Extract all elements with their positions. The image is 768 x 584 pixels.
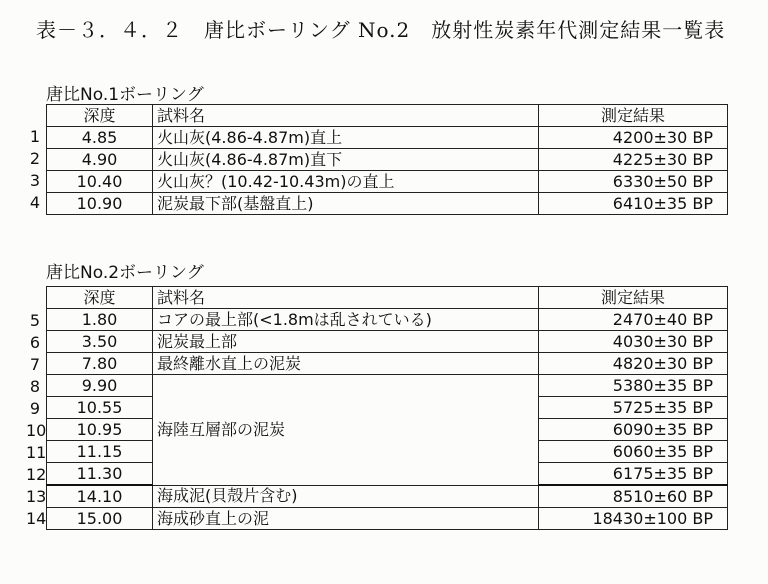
result-cell: 4030±30 BP <box>539 331 728 353</box>
row-number: 7 <box>29 355 40 374</box>
header-sample: 試料名 <box>153 287 539 309</box>
table-row <box>47 309 728 331</box>
header-result: 測定結果 <box>539 287 728 309</box>
row-number: 2 <box>29 149 40 168</box>
sample-cell: 最終離水直上の泥炭 <box>153 353 539 375</box>
header-result: 測定結果 <box>539 105 728 127</box>
table-header-row <box>47 105 728 127</box>
depth-cell: 10.55 <box>47 397 153 419</box>
boring1-title: 唐比No.1ボーリング <box>46 85 204 105</box>
sample-cell: 火山灰？(10.42-10.43m)の直上 <box>153 171 539 193</box>
depth-cell: 10.40 <box>47 171 153 193</box>
row-number: 14 <box>26 509 47 528</box>
sample-cell: 海成泥(貝殻片含む) <box>153 485 539 508</box>
table-row <box>47 485 728 508</box>
row-number: 1 <box>29 127 40 146</box>
sample-cell: コアの最上部(<1.8mは乱されている) <box>153 309 539 331</box>
depth-cell: 15.00 <box>47 508 153 530</box>
result-cell: 6060±35 BP <box>539 441 728 463</box>
row-number: 10 <box>26 421 47 440</box>
depth-cell: 10.90 <box>47 193 153 215</box>
row-number: 9 <box>29 399 40 418</box>
sample-cell: 火山灰(4.86-4.87m)直上 <box>153 127 539 149</box>
sample-cell: 海成砂直上の泥 <box>153 508 539 530</box>
result-cell: 8510±60 BP <box>539 485 728 508</box>
header-depth: 深度 <box>47 105 153 127</box>
boring2-row-numbers <box>26 310 47 530</box>
depth-cell: 3.50 <box>47 331 153 353</box>
row-number: 11 <box>26 443 47 462</box>
table-row <box>47 353 728 375</box>
table-row <box>47 149 728 171</box>
row-number: 4 <box>29 193 40 212</box>
row-number: 5 <box>29 311 40 330</box>
sample-cell: 泥炭最下部(基盤直上) <box>153 193 539 215</box>
result-cell: 5380±35 BP <box>539 375 728 397</box>
row-number: 3 <box>29 171 40 190</box>
table-row <box>47 193 728 215</box>
depth-cell: 4.85 <box>47 127 153 149</box>
depth-cell: 4.90 <box>47 149 153 171</box>
result-cell: 2470±40 BP <box>539 309 728 331</box>
boring1-table <box>46 104 728 215</box>
row-number: 8 <box>29 377 40 396</box>
result-cell: 18430±100 BP <box>539 508 728 530</box>
result-cell: 4820±30 BP <box>539 353 728 375</box>
sample-cell: 泥炭最上部 <box>153 331 539 353</box>
row-number: 12 <box>26 465 47 484</box>
table-row <box>47 375 728 397</box>
header-depth: 深度 <box>47 287 153 309</box>
result-cell: 4200±30 BP <box>539 127 728 149</box>
result-cell: 6090±35 BP <box>539 419 728 441</box>
result-cell: 6410±35 BP <box>539 193 728 215</box>
depth-cell: 14.10 <box>47 485 153 508</box>
table-header-row <box>47 287 728 309</box>
header-sample: 試料名 <box>153 105 539 127</box>
page-title: 表－３．４．２ 唐比ボーリング No.2 放射性炭素年代測定結果一覧表 <box>36 18 726 42</box>
table-row <box>47 508 728 530</box>
sample-cell-merged: 海陸互層部の泥炭 <box>153 375 539 486</box>
depth-cell: 10.95 <box>47 419 153 441</box>
row-number: 6 <box>29 333 40 352</box>
boring2-title: 唐比No.2ボーリング <box>46 263 204 283</box>
result-cell: 5725±35 BP <box>539 397 728 419</box>
result-cell: 4225±30 BP <box>539 149 728 171</box>
depth-cell: 1.80 <box>47 309 153 331</box>
depth-cell: 9.90 <box>47 375 153 397</box>
depth-cell: 7.80 <box>47 353 153 375</box>
table-row <box>47 171 728 193</box>
depth-cell: 11.15 <box>47 441 153 463</box>
table-row <box>47 127 728 149</box>
row-number: 13 <box>26 487 47 506</box>
boring2-table <box>46 286 728 530</box>
result-cell: 6175±35 BP <box>539 463 728 486</box>
table-row <box>47 331 728 353</box>
boring1-row-numbers <box>26 126 40 214</box>
sample-cell: 火山灰(4.86-4.87m)直下 <box>153 149 539 171</box>
depth-cell: 11.30 <box>47 463 153 486</box>
result-cell: 6330±50 BP <box>539 171 728 193</box>
